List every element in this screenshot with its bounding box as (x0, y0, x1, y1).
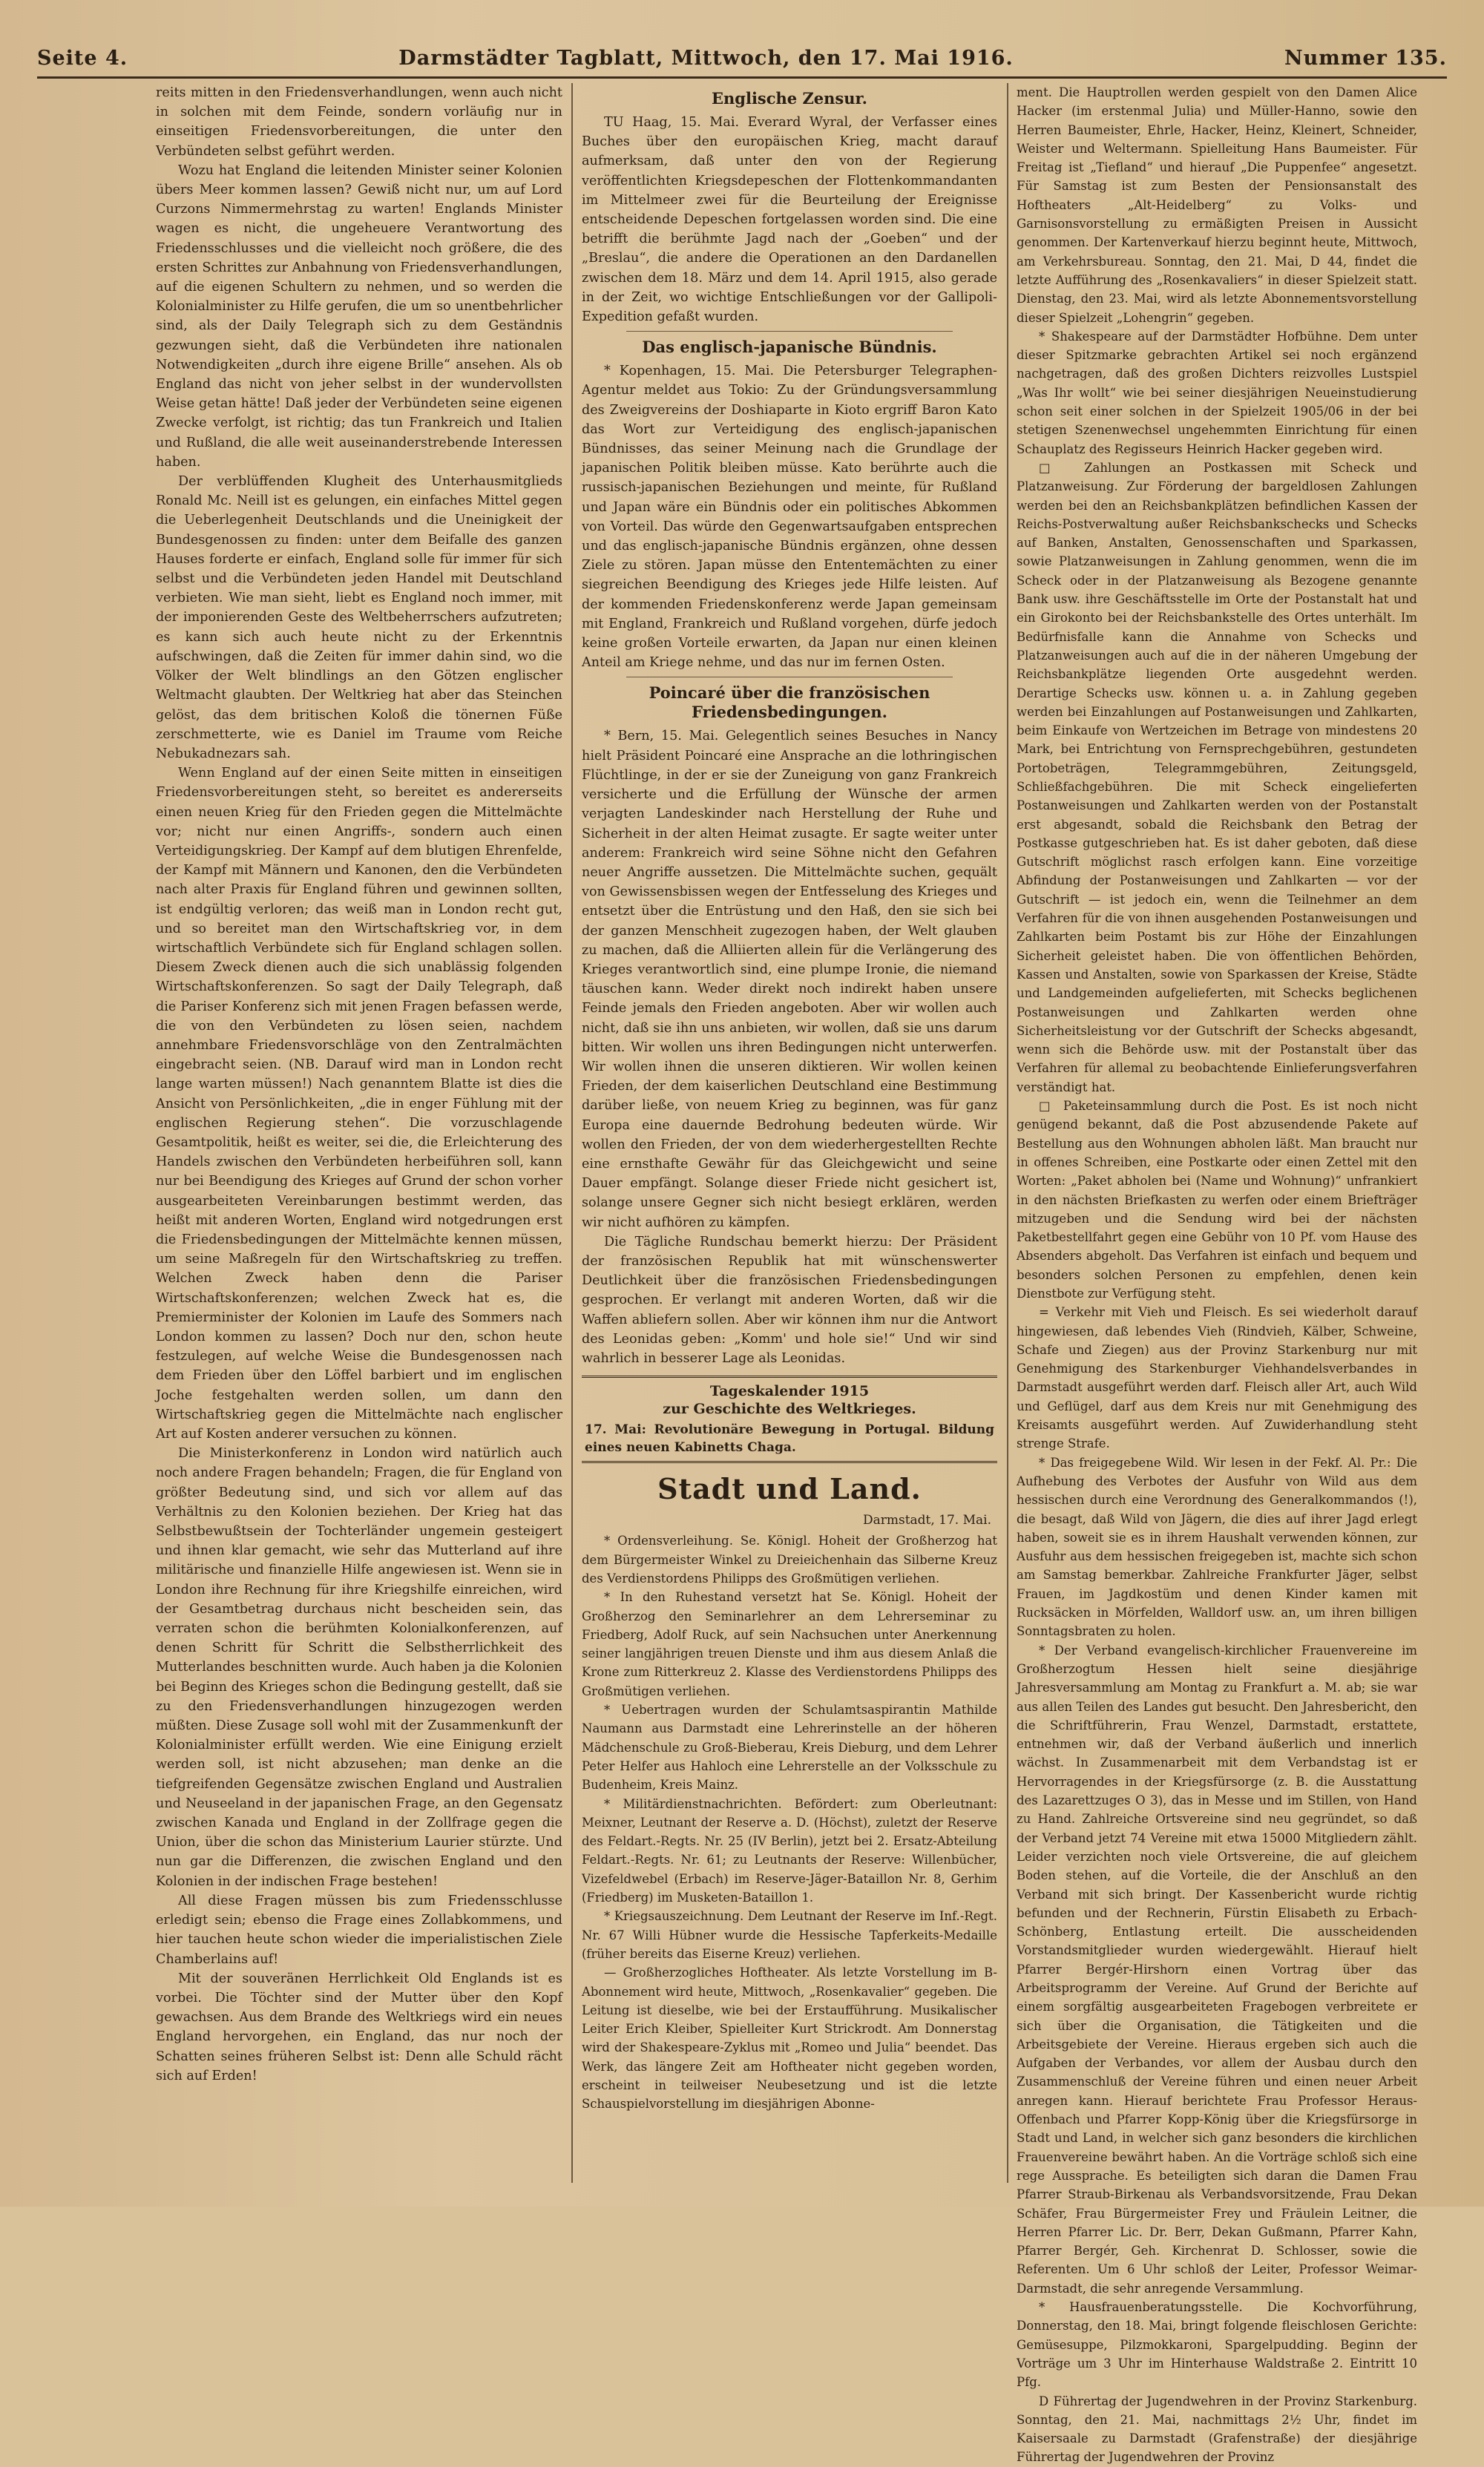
article-heading: Englische Zensur. (712, 89, 867, 108)
article-heading: Das englisch-japanische Bündnis. (642, 338, 937, 357)
column-3 (1017, 83, 1417, 2465)
calendar-subtitle: zur Geschichte des Weltkrieges. (663, 1401, 916, 1418)
masthead-title: Darmstädter Tagblatt, Mittwoch, den 17. Mai 1916. (398, 46, 1014, 70)
news-item: □ Paketeinsammlung durch die Post. Es ist noch nicht genügend bekannt, daß die Post abzusendende Pakete auf Bestellung aus den Wohnungen abholen läßt. Man braucht nur in offenes Schreiben, eine Postkarte oder einen Zettel mit den Worten: „Paket abholen bei (Name und Wohnung)“ unfrankiert in den nächsten Briefkasten zu werfen oder einem Briefträger mitzugeben und die Sendung wird bei der nächsten Paketbestellfahrt gegen eine Gebühr von 10 Pf. vom Hause des Absenders abgeholt. Das Verfahren ist einfach und bequem und besonders solchen Personen zu empfehlen, denen kein Dienstbote zur Verfügung steht. (1017, 1099, 1417, 1301)
news-item: = Verkehr mit Vieh und Fleisch. Es sei wiederholt darauf hingewiesen, daß lebendes Vieh (Rindvieh, Kälber, Schweine, Schafe und Ziegen) aus der Provinz Starkenburg nur mit Genehmigung des Starkenburger Viehhandelsverbandes in Darmstadt ausgeführt werden darf. Fleisch aller Art, auch Wild und Geflügel, darf aus dem Kreis nur mit Genehmigung des Kreisamts ausgeführt werden. Auf Zuwiderhandlung steht strenge Strafe. (1017, 1305, 1417, 1451)
news-item: * Uebertragen wurden der Schulamtsaspirantin Mathilde Naumann aus Darmstadt eine Lehrerinstelle an der höheren Mädchenschule zu Groß-Bieberau, Kreis Dieburg, und dem Lehrer Peter Helfer aus Hahloch eine Lehrerstelle an der Volksschule zu Budenheim, Kreis Mainz. (582, 1703, 997, 1793)
calendar-title: Tageskalender 1915 (709, 1383, 870, 1400)
issue-number: Nummer 135. (1284, 46, 1447, 70)
news-item: * Ordensverleihung. Se. Königl. Hoheit der Großherzog hat dem Bürgermeister Winkel zu Dreieichenhain das Silberne Kreuz des Verdienstordens Philipps des Großmütigen verliehen. (582, 1534, 997, 1586)
article-paragraph: Mit der souveränen Herrlichkeit Old Englands ist es vorbei. Die Töchter sind der Mutter über den Kopf gewachsen. Aus dem Brande des Weltkriegs wird ein neues England hervorgehen, ein England, das nur noch der Schatten seines früheren Selbst ist: Denn alle Schuld rächt sich auf Erden! (156, 1971, 562, 2083)
article-paragraph: Der verblüffenden Klugheit des Unterhausmitglieds Ronald Mc. Neill ist es gelungen, ein einfaches Mittel gegen die Ueberlegenheit Deutschlands und die Uneinigkeit der Bundesgenossen zu finden: unter dem Beifalle des ganzen Hauses forderte er einfach, England solle für immer für sich selbst und die Verbündeten jeden Handel mit Deutschland verbieten. Wie man sieht, liebt es England noch immer, mit der imponierenden Geste des Weltbeherrschers aufzutreten; es kann sich auch heute nicht zu der Erkenntnis aufschwingen, daß die Zeiten für immer dahin sind, wo die Völker der Welt blindlings an den Götzen englischer Weltmacht glaubten. Der Weltkrieg hat aber das Steinchen gelöst, das dem britischen Koloß die tönernen Füße zerschmetterte, wie es Daniel im Traume vom Reiche Nebukadnezars sah. (156, 474, 562, 761)
section-heading: Stadt und Land. (657, 1472, 922, 1506)
article-paragraph: * Kopenhagen, 15. Mai. Die Petersburger Telegraphen-Agentur meldet aus Tokio: Zu der Gründungsversammlung des Zweigvereins der Doshiaparte in Kioto ergriff Baron Kato das Wort zur Verteidigung des englisch-japanischen Bündnisses, das seiner Meinung nach die Grundlage der japanischen Politik bleiben müsse. Kato berührte auch die russisch-japanischen Beziehungen und meinte, für Rußland und Japan wäre ein Bündnis oder ein politisches Abkommen von Vorteil. Das würde den Gegenwartsaufgaben entsprechen und das englisch-japanische Bündnis ergänzen, ohne dessen Ziele zu stören. Japan müsse den Ententemächten zu einer siegreichen Beendigung des Krieges jede Hilfe leisten. Auf der kommenden Friedenskonferenz werde Japan gemeinsam mit England, Frankreich und Rußland vorgehen, dürfe jedoch keine großen Vorteile erwarten, da Japan nur einen kleinen Anteil am Kriege nehme, und das nur im fernen Osten. (582, 364, 997, 671)
article-paragraph: All diese Fragen müssen bis zum Friedensschlusse erledigt sein; ebenso die Frage eines Zollabkommens, und hier tauchen heute schon wieder die imperialistischen Ziele Chamberlains auf! (156, 1893, 562, 1967)
calendar-entry: 17. Mai: Revolutionäre Bewegung in Portugal. Bildung eines neuen Kabinetts Chaga. (585, 1422, 994, 1456)
news-item: * Hausfrauenberatungsstelle. Die Kochvorführung, Donnerstag, den 18. Mai, bringt folgende fleischlosen Gerichte: Gemüsesuppe, Pilzmokkaroni, Spargelpudding. Beginn der Vorträge um 3 Uhr im Hinterhause Waldstraße 2. Eintritt 10 Pfg. (1017, 2300, 1417, 2390)
article-paragraph: Wozu hat England die leitenden Minister seiner Kolonien übers Meer kommen lassen? Gewiß nicht nur, um auf Lord Curzons Nimmermehrstag zu warten! Englands Minister wagen es nicht, die ungeheuere Verantwortung des Friedensschlusses und die vielleicht noch größere, die des ersten Schrittes zur Anbahnung von Friedensverhandlungen, auf die eigenen Schultern zu nehmen, und so werden die Kolonialminister zu Hilfe gerufen, die um so unentbehrlicher sind, als der Daily Telegraph sich zu dem Geständnis gezwungen sieht, daß die Verbündeten ihre nationalen Notwendigkeiten „durch ihre eigene Brille“ ansehen. Als ob England das nicht von jeher selbst in der wundervollsten Weise getan hätte! Daß jeder der Verbündeten seine eigenen Zwecke verfolgt, ist richtig; das tun Frankreich und Italien und Rußland, die alle weit auseinanderstrebende Interessen haben. (156, 162, 562, 470)
page-header (37, 43, 1447, 73)
dateline: Darmstadt, 17. Mai. (862, 1513, 991, 1528)
article-separator (626, 331, 953, 332)
article-paragraph: Die Tägliche Rundschau bemerkt hierzu: Der Präsident der französischen Republik hat mit wünschenswerter Deutlichkeit über die französischen Friedensbedingungen gesprochen. Er verlangt mit anderen Worten, daß wir die Waffen abliefern sollen. Aber wir können ihm nur die Antwort des Leonidas geben: „Komm' und hole sie!“ Und wir sind wahrlich in besserer Lage als Leonidas. (582, 1234, 997, 1366)
news-item: ment. Die Hauptrollen werden gespielt von den Damen Alice Hacker (im erstenmal Julia) und Müller-Hanno, sowie den Herren Baumeister, Ehrle, Hacker, Heinz, Kleinert, Schneider, Weister und Weltermann. Spielleitung Hans Baumeister. Für Freitag ist „Tiefland“ und hierauf „Die Puppenfee“ angesetzt. Für Samstag ist zum Besten der Pensionsanstalt des Hoftheaters „Alt-Heidelberg“ zu Volks- und Garnisonsvorstellung zu ermäßigten Preisen in Aussicht genommen. Der Kartenverkauf hierzu beginnt heute, Mittwoch, am Verkehrsbureau. Sonntag, den 21. Mai, D 44, findet die letzte Aufführung des „Rosenkavaliers“ in dieser Spielzeit statt. Dienstag, den 23. Mai, wird als letzte Abonnementsvorstellung dieser Spielzeit „Lohengrin“ gegeben. (1017, 85, 1417, 325)
column-1 (156, 83, 562, 2183)
news-item: □ Zahlungen an Postkassen mit Scheck und Platzanweisung. Zur Förderung der bargeldlosen Zahlungen werden bei den an Reichsbankplätzen befindlichen Kassen der Reichs-Postverwaltung außer Reichsbankschecks und Schecks auf Banken, Anstalten, Genossenschaften und Sparkassen, sowie Platzanweisungen in Zahlung genommen, wenn die im Scheck oder in der Platzanweisung als Bezogene genannte Bank usw. ihre Geschäftsstelle im Orte der Postanstalt hat und ein Girokonto bei der Reichsbankstelle des Ortes unterhält. Im Bedürfnisfalle kann die Annahme von Schecks und Platzanweisungen auch auf die in der näheren Umgebung der Reichsbankplätze liegenden Orte ausgedehnt werden. Derartige Schecks usw. können u. a. in Zahlung gegeben werden bei Einzahlungen auf Postanweisungen und Zahlkarten, beim Einkaufe von Wertzeichen im Betrage von mindestens 20 Mark, bei Entrichtung von Fernsprechgebühren, gestundeten Portobeträgen, Telegrammgebühren, Zeitungsgeld, Schließfachgebühren. Die mit Scheck eingelieferten Postanweisungen und Zahlkarten werden von der Postanstalt erst abgesandt, sobald die Reichsbank den Betrag der Postkasse gutgeschrieben hat. Es ist daher geboten, daß diese Gutschrift möglichst rasch erfolgen kann. Eine vorzeitige Abfindung der Postanweisungen und Zahlkarten — vor der Gutschrift — ist jedoch ein, wenn die Teilnehmer an dem Verfahren für die von ihnen ausgehenden Postanweisungen und Zahlkarten beim Postamt bis zur Höhe der Einzahlungen Sicherheit geleistet haben. Die von öffentlichen Behörden, Kassen und Anstalten, sowie von Sparkassen der Kreise, Städte und Landgemeinden aufgelieferten, mit Schecks beglichenen Postanweisungen und Zahlkarten werden ohne Sicherheitsleistung vor der Gutschrift der Schecks abgesandt, wenn sich die Behörde usw. mit der Postanstalt über das Verfahren für allemal zu beobachtende Einlieferungsverfahren verständigt hat. (1017, 460, 1417, 1094)
news-item: * Kriegsauszeichnung. Dem Leutnant der Reserve im Inf.-Regt. Nr. 67 Willi Hübner wurde die Hessische Tapferkeits-Medaille (früher bereits das Eiserne Kreuz) verliehen. (582, 1909, 997, 1961)
news-item: * Der Verband evangelisch-kirchlicher Frauenvereine im Großherzogtum Hessen hielt seine diesjährige Jahresversammlung am Montag zu Frankfurt a. M. ab; sie war aus allen Teilen des Landes gut besucht. Den Jahresbericht, den die Schriftführerin, Frau Wenzel, Darmstadt, erstattete, entnehmen wir, daß der Verband äußerlich und innerlich wächst. In Zusammenarbeit mit dem Verbandstag ist er Hervorragendes in der Kriegsfürsorge (z. B. die Ausstattung des Lazarettzuges O 3), das in Messe und im Stillen, von Hand zu Hand. Zahlreiche Ortsvereine sind neu gegründet, so daß der Verband jetzt 74 Vereine mit etwa 15000 Mitgliedern zählt. Leider verzichten noch viele Ortsvereine, die auf gleichem Boden stehen, auf die Vorteile, die der Anschluß an den Verband mit sich bringt. Der Kassenbericht wurde richtig befunden und der Rechnerin, Fürstin Elisabeth zu Erbach-Schönberg, Entlastung erteilt. Die ausscheidenden Vorstandsmitglieder wurden wiedergewählt. Hierauf hielt Pfarrer Bergér-Hirshorn einen Vortrag über das Arbeitsprogramm der Vereine. Auf Grund der Berichte auf einem sorgfältig ausgearbeiteten Fragebogen verbreitete er sich über die Organisation, die Tätigkeiten und die Arbeitsgebiete der Vereine. Hieraus ergeben sich auch die Aufgaben der Verbandes, vor allem der Ausbau durch den Zusammenschluß der Vereine führen und einen neuer Arbeit anregen kann. Hierauf berichtete Frau Professor Heraus-Offenbach und Pfarrer Kopp-König über die Kriegsfürsorge in Stadt und Land, in welcher sich ganz besonders die kirchlichen Frauenvereine bewährt haben. An die Vorträge schloß sich eine rege Aussprache. Es beteiligten sich daran die Damen Frau Pfarrer Straub-Birkenau als Verbandsvorsitzende, Frau Dekan Schäfer, Frau Bürgermeister Frey und Fräulein Leitner, die Herren Pfarrer Lic. Dr. Berr, Dekan Gußmann, Pfarrer Kahn, Pfarrer Bergér, Geh. Kirchenrat D. Schlosser, sowie die Referenten. Um 6 Uhr schloß der Leiter, Professor Weimar-Darmstadt, die sehr anregende Versammlung. (1017, 1643, 1417, 2296)
article-paragraph: TU Haag, 15. Mai. Everard Wyral, der Verfasser eines Buches über den europäischen Krieg, macht darauf aufmerksam, daß unter den von der Regierung veröffentlichten Kriegsdepeschen der Flottenkommandanten im Mittelmeer zwei für die Beurteilung der Ereignisse entscheidende Depeschen fortgelassen worden sind. Die eine betrifft die berühmte Jagd nach der „Goeben“ und der „Breslau“, die andere die Operationen an den Dardanellen zwischen dem 18. März und dem 14. April 1915, also gerade in der Zeit, wo wichtige Entschließungen vor der Gallipoli-Expedition gefaßt wurden. (582, 115, 997, 325)
news-item: D Führertag der Jugendwehren in der Provinz Starkenburg. Sonntag, den 21. Mai, nachmittags 2½ Uhr, findet im Kaisersaale zu Darmstadt (Grafenstraße) der diesjährige Führertag der Jugendwehren der Provinz (1017, 2394, 1417, 2465)
article-paragraph: * Bern, 15. Mai. Gelegentlich seines Besuches in Nancy hielt Präsident Poincaré eine Ansprache an die lothringischen Flüchtlinge, in der er sie der Zuneigung von ganz Frankreich versicherte und die Erfüllung der Wünsche der armen verjagten Landeskinder nach Herstellung der Ruhe und Sicherheit in der alten Heimat zusagte. Er sagte weiter unter anderem: Frankreich wird seine Söhne nicht den Gefahren neuer Angriffe aussetzen. Die Mittelmächte suchen, gequält von Gewissensbissen wegen der Entfesselung des Krieges und entsetzt über die Entrüstung und den Haß, den sie sich bei der ganzen Menschheit zugezogen haben, der Welt glauben zu machen, daß die Alliierten allein für die Verlängerung des Krieges verantwortlich sind, eine plumpe Ironie, die niemand täuschen kann. Weder direkt noch indirekt haben unsere Feinde jemals den Frieden angeboten. Aber wir wollen auch nicht, daß sie ihn uns anbieten, wir wollen, daß sie uns darum bitten. Wir wollen uns ihren Bedingungen nicht unterwerfen. Wir wollen ihnen die unseren diktieren. Wir wollen keinen Frieden, der dem kaiserlichen Deutschland eine Bestimmung darüber ließe, von neuem Krieg zu beginnen, was für ganz Europa eine dauernde Bedrohung bedeuten würde. Wir wollen den Frieden, der von dem wiederhergestellten Rechte eine ernsthafte Gewähr für das Gleichgewicht und seine Dauer empfängt. Solange dieser Friede nicht gesichert ist, solange unsere Gegner sich nicht besiegt erklären, werden wir nicht aufhören zu kämpfen. (582, 729, 997, 1230)
news-item: * Das freigegebene Wild. Wir lesen in der Fekf. Al. Pr.: Die Aufhebung des Verbotes der Ausfuhr von Wild aus dem hessischen durch eine Verordnung des Generalkommandos (!), die besagt, daß Wild von Jägern, die dies auf ihrer Jagd erlegt haben, soweit sie es in ihrem Haushalt verwenden können, zur Ausfuhr aus dem hessischen freigegeben ist, machte sich schon am Samstag bemerkbar. Zahlreiche Frankfurter Jäger, selbst Frauen, im Jagdkostüm und denen Kinder kamen mit Rucksäcken in Mörfelden, Walldorf usw. an, um ihren billigen Sonntagsbraten zu holen. (1017, 1455, 1417, 1639)
article-paragraph: reits mitten in den Friedensverhandlungen, wenn auch nicht in solchen mit dem Feinde, sondern vorläufig nur in einseitigen Friedensvorbereitungen, die unter den Verbündeten selbst geführt werden. (156, 85, 562, 159)
news-item: * In den Ruhestand versetzt hat Se. Königl. Hoheit der Großherzog den Seminarlehrer an dem Lehrerseminar zu Friedberg, Adolf Ruck, auf sein Nachsuchen unter Anerkennung seiner langjährigen treuen Dienste und ihm aus diesem Anlaß die Krone zum Ritterkreuz 2. Klasse des Verdienstordens Philipps des Großmütigen verliehen. (582, 1590, 997, 1698)
daily-calendar-box (582, 1376, 997, 1463)
news-item: * Shakespeare auf der Darmstädter Hofbühne. Dem unter dieser Spitzmarke gebrachten Artikel sei noch ergänzend nachgetragen, daß des großen Dichters reizvolles Lustspiel „Was Ihr wollt“ wie bei seiner diesjährigen Neueinstudierung schon seit einer solchen in der Spielzeit 1905/06 in der bei stetigen Szenenwechsel ungehemmten Einrichtung für einen Schauplatz des Regisseurs Heinrich Hacker gegeben wird. (1017, 329, 1417, 456)
column-divider (571, 83, 573, 2183)
article-heading: Poincaré über die französischen Friedensbedingungen. (649, 683, 930, 722)
news-item: — Großherzogliches Hoftheater. Als letzte Vorstellung im B-Abonnement wird heute, Mittwoch, „Rosenkavalier“ gegeben. Die Leitung ist dieselbe, wie bei der Erstaufführung. Musikalischer Leiter Erich Kleiber, Spielleiter Kurt Strickrodt. Am Donnerstag wird der Shakespeare-Zyklus mit „Romeo und Julia“ beendet. Das Werk, das längere Zeit am Hoftheater nicht gegeben worden, erscheint in teilweiser Neubesetzung und ist die letzte Schauspielvorstellung im diesjährigen Abonne- (582, 1965, 997, 2112)
column-2 (582, 83, 997, 2183)
news-item: * Militärdienstnachrichten. Befördert: zum Oberleutnant: Meixner, Leutnant der Reserve a. D. (Höchst), zuletzt der Reserve des Feldart.-Regts. Nr. 25 (IV Berlin), jetzt bei 2. Ersatz-Abteilung Feldart.-Regts. Nr. 61; zu Leutnants der Reserve: Willenbücher, Vizefeldwebel (Erbach) im Reserve-Jäger-Bataillon Nr. 8, Gerhim (Friedberg) im Musketen-Bataillon 1. (582, 1796, 997, 1905)
article-paragraph: Die Ministerkonferenz in London wird natürlich auch noch andere Fragen behandeln; Fragen, die für England von größter Bedeutung sind, und sich vor allem auf das Verhältnis zu den Kolonien beziehen. Der Krieg hat das Selbstbewußtsein der Tochterländer ungemein gesteigert und ihnen klar gemacht, wie sehr das Mutterland auf ihre militärische und finanzielle Hilfe angewiesen ist. Wenn sie in London ihre Rechnung für ihre Kriegshilfe einreichen, wird der Gesamtbetrag durchaus nicht bescheiden sein, das verraten schon die berühmten Kolonialkonferenzen, auf denen Schritt für Schritt die Selbstherrlichkeit des Mutterlandes beschnitten wurde. Auch haben ja die Kolonien bei Beginn des Krieges schon die Bedingung gestellt, daß sie zu den Friedensverhandlungen hinzugezogen werden müßten. Diese Zusage soll wohl mit der Zusammenkunft der Kolonialminister erfüllt werden. Wie eine Einigung erzielt werden soll, ist nicht abzusehen; man denke an die tiefgreifenden Gegensätze zwischen England und Australien und Neuseeland in der japanischen Frage, an den Gegensatz zwischen Kanada und England in der Zollfrage gegen die Union, über die schon das Ministerium Laurier stürzte. Und nun gar die Differenzen, die zwischen England und den Kolonien in der indischen Frage bestehen! (156, 1446, 562, 1889)
article-paragraph: Wenn England auf der einen Seite mitten in einseitigen Friedensvorbereitungen steht, so bereitet es andererseits einen neuen Krieg für den Frieden gegen die Mittelmächte vor; nicht nur einen Angriffs-, sondern auch einen Verteidigungskrieg. Der Kampf auf dem blutigen Ehrenfelde, der Kampf mit Männern und Kanonen, den die Verbündeten nach alter Praxis für England führen und gewinnen sollten, ist endgültig verloren; das weiß man in London recht gut, und so bereitet man den Wirtschaftskrieg vor, in dem wirtschaftlich Verbündete sich für England schlagen sollen. Diesem Zweck dienen auch die sich unablässig folgenden Wirtschaftskonferenzen. So sagt der Daily Telegraph, daß die Pariser Konferenz sich mit jenen Fragen befassen werde, die von den Verbündeten zu lösen seien, nachdem annehmbare Friedensvorschläge von den Zentralmächten eingebracht seien. (NB. Darauf wird man in London recht lange warten müssen!) Nach genanntem Blatte ist dies die Ansicht von Persönlichkeiten, „die in enger Fühlung mit der englischen Regierung stehen“. Die vorzuschlagende Gesamtpolitik, heißt es weiter, sei die, die Erleichterung des Handels zwischen den Verbündeten herbeiführen soll, kann nur bei Beendigung des Krieges auf Grund der schon vorher ausgearbeiteten Vereinbarungen bestimmt werden, das heißt mit anderen Worten, England wird notgedrungen erst die Friedensbedingungen der Mittelmächte kennen müssen, um seine Maßregeln für den Wirtschaftskrieg zu treffen. Welchen Zweck haben denn die Pariser Wirtschaftskonferenzen; welchen Zweck hat es, die Premierminister der Kolonien im Laufe des Sommers nach London kommen zu lassen? Doch nur den, schon heute festzulegen, auf welche Weise die Bundesgenossen nach dem Frieden über den Löffel barbiert und im englischen Joche festgehalten werden sollen, um dann den Wirtschaftskrieg gegen die Mittelmächte nach englischer Art auf Kosten anderer versuchen zu können. (156, 766, 562, 1442)
page-number: Seite 4. (37, 46, 128, 70)
header-rule (37, 76, 1447, 79)
column-divider (1007, 83, 1008, 2183)
